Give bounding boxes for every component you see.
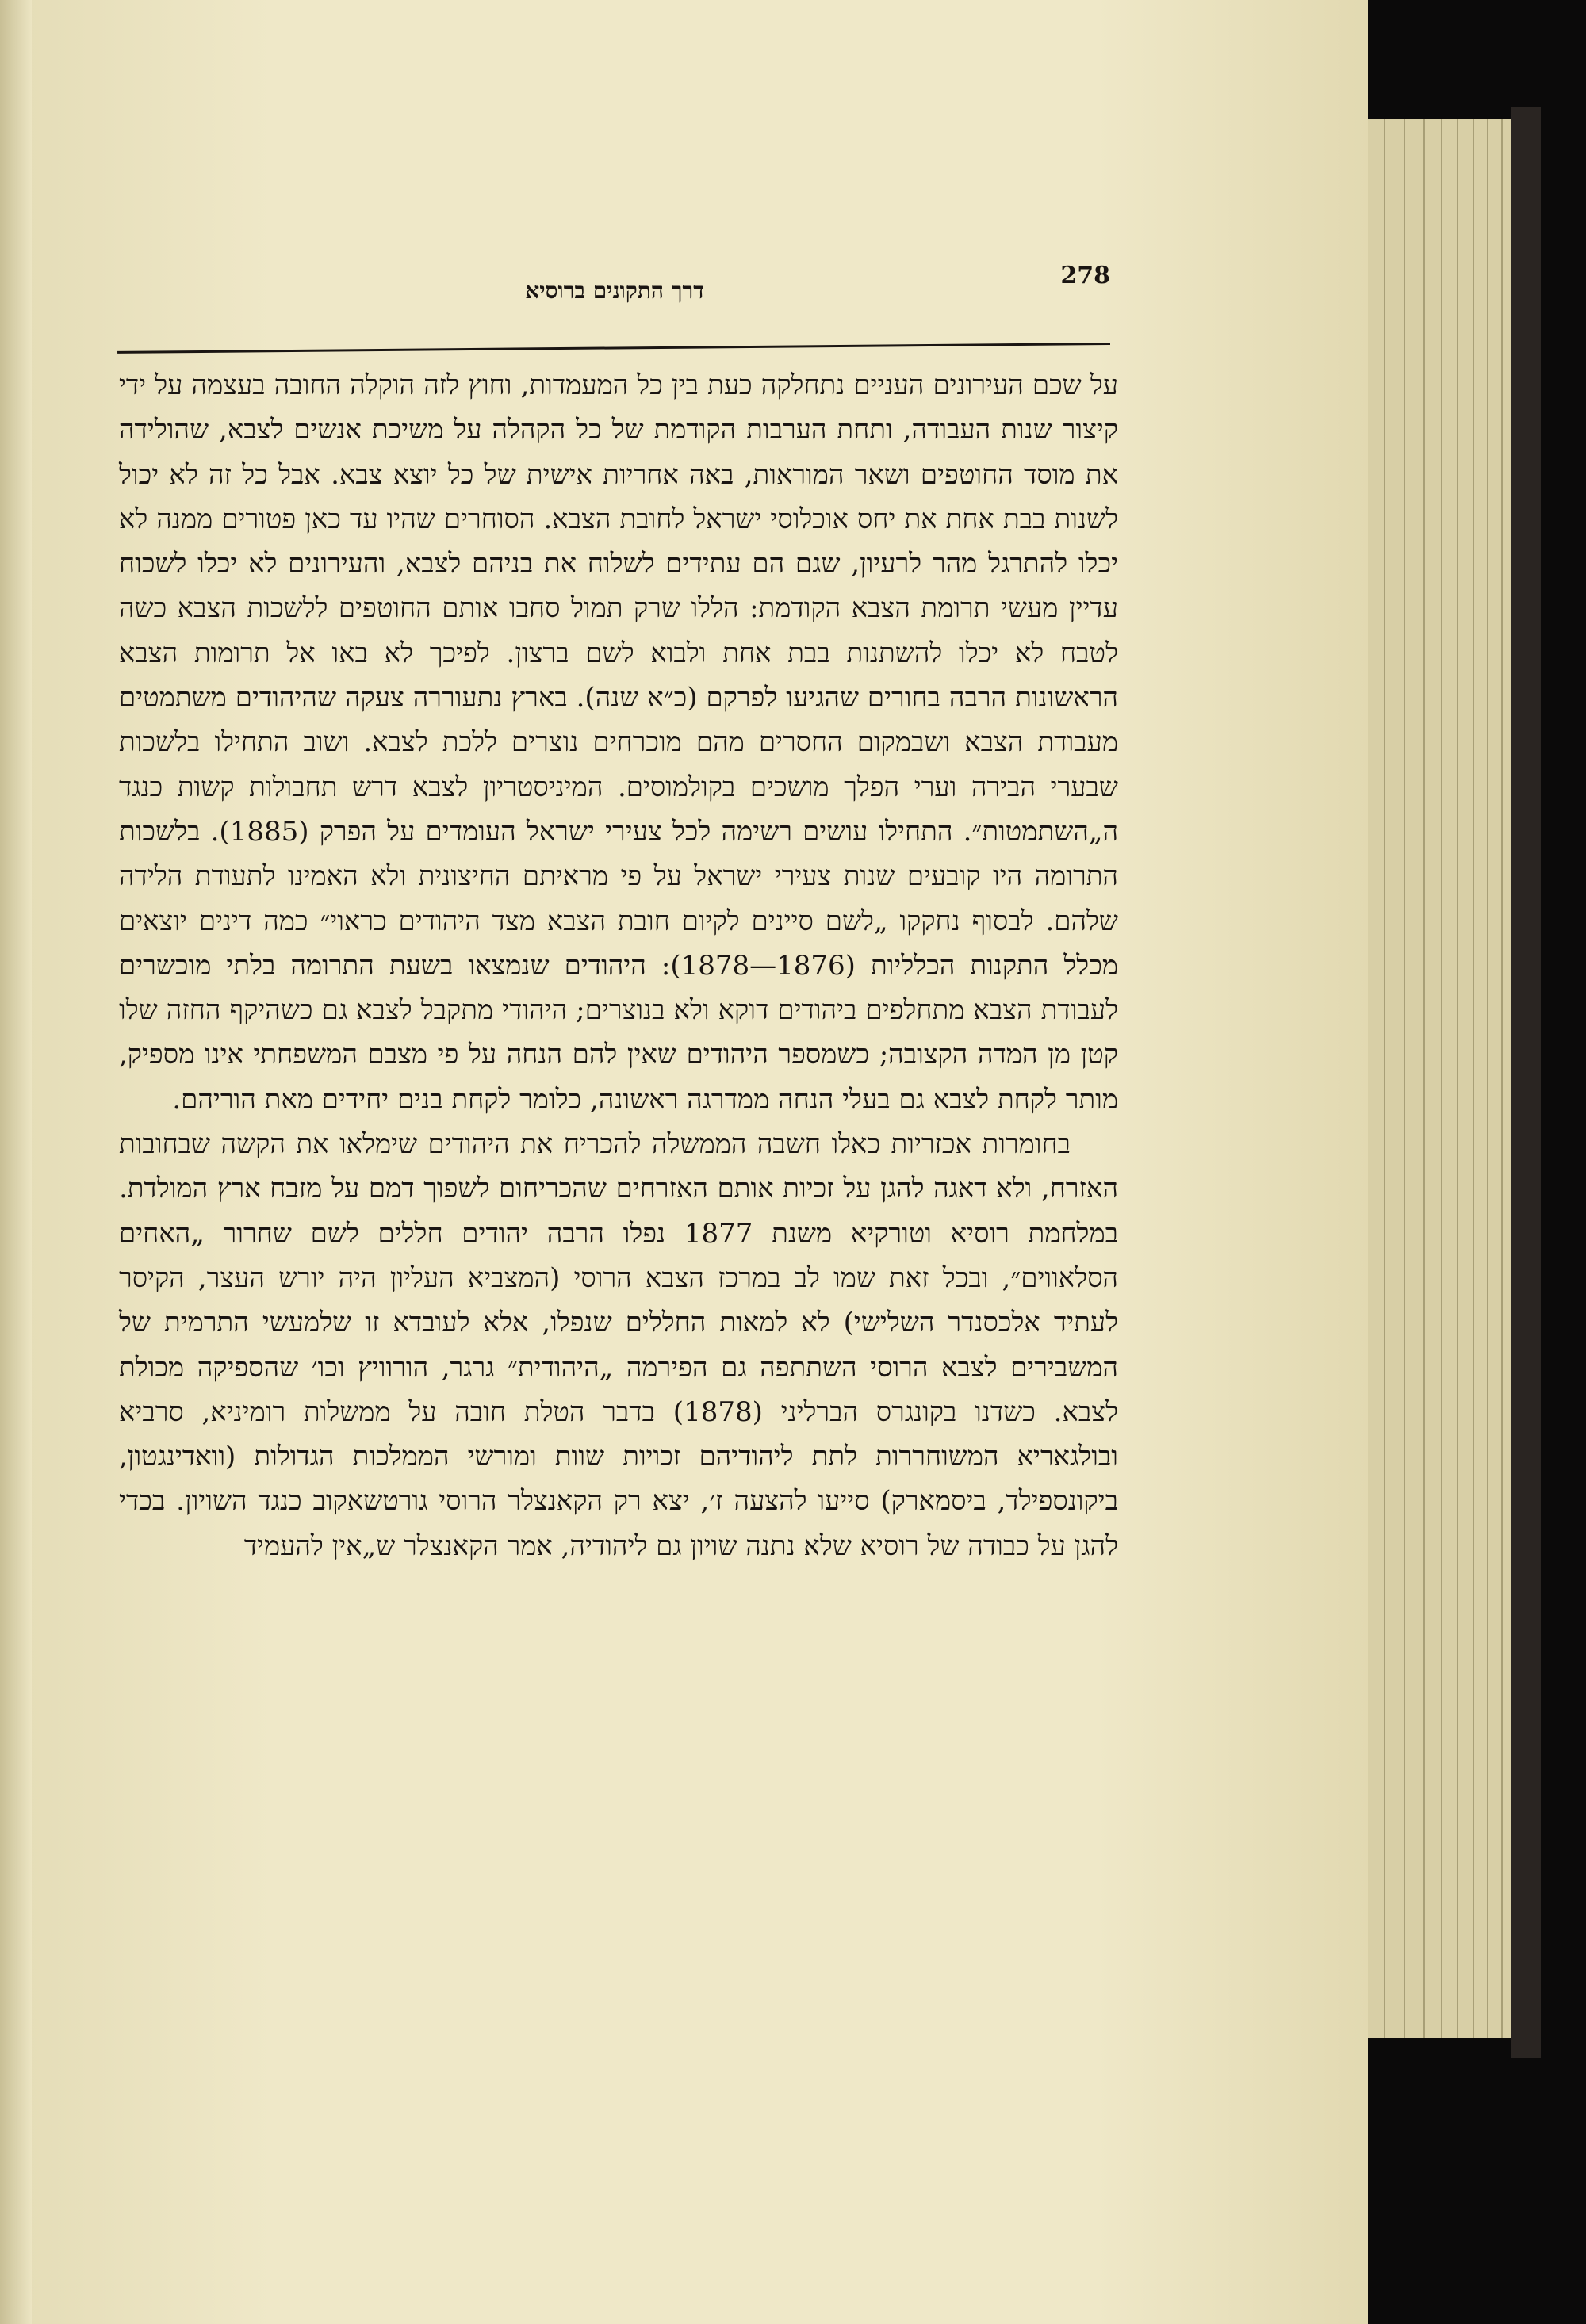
- page-edges: [1368, 119, 1534, 2038]
- page-gutter-shadow: [0, 0, 32, 2324]
- paragraph: על שכם העירונים העניים נתחלקה כעת בין כל המעמדות, וחוץ לזה הוקלה החובה בעצמה על ידי קיצור שנות העבודה, ותחת הערבות הקודמת של כל הקהלה על משיכת אנשים לצבא, שהולידה את מוסד החוטפים ושאר המוראות, באה אחריות אישית של כל יוצא צבא. אבל כל זה לא יכול לשנות בבת אחת את יחס אוכלוסי ישראל לחובת הצבא. הסוחרים שהיו עד כאן פטורים ממנה לא יכלו להתרגל מהר לרעיון, שגם הם עתידים לשלוח את בניהם לצבא, והעירונים לא יכלו לשכוח עדיין מעשי תרומת הצבא הקודמת: הללו שרק תמול סחבו אותם החוטפים ללשכות הצבא כשה לטבח לא יכלו להשתנות בבת אחת ולבוא לשם ברצון. לפיכך לא באו אל תרומות הצבא הראשונות הרבה בחורים שהגיעו לפרקם (כ״א שנה). בארץ נתעוררה צעקה שהיהודים משתמטים מעבודת הצבא ושבמקום החסרים מהם מוכרחים נוצרים ללכת לצבא. ושוב התחילו בלשכות שבערי הבירה וערי הפלך מושכים בקולמוסים. המיניסטריון לצבא דרש תחבולות קשות כנגד ה„השתמטות״. התחילו עושים רשימה לכל צעירי ישראל העומדים על הפרק (1885). בלשכות התרומה היו קובעים שנות צעירי ישראל על פי מראיתם החיצונית ולא האמינו לתעודת הלידה שלהם. לבסוף נחקקו „לשם סיינים לקיום חובת הצבא מצד היהודים כראוי״ כמה דינים יוצאים מכלל התקנות הכלליות (1876—1878): היהודים שנמצאו בשעת התרומה בלתי מוכשרים לעבודת הצבא מתחלפים ביהודים דוקא ולא בנוצרים; היהודי מתקבל לצבא גם כשהיקף החזה שלו קטן מן המדה הקצובה; כשמספר היהודים שאין להם הנחה על פי מצבם המשפחתי אינו מספיק, מותר לקחת לצבא גם בעלי הנחה ממדרגה ראשונה, כלומר לקחת בנים יחידים מאת הוריהם.: [119, 369, 1119, 1116]
- paragraph: בחומרות אכזריות כאלו חשבה הממשלה להכריח את היהודים שימלאו את הקשה שבחובות האזרח, ולא דאגה להגן על זכיות אותם האזרחים שהכריחום לשפוך דמם על מזבח ארץ המולדת. במלחמת רוסיא וטורקיא משנת 1877 נפלו הרבה יהודים חללים לשם שחרור „האחים הסלאווים״, ובכל זאת שמו לב במרכז הצבא הרוסי (המצביא העליון היה יורש העצר, הקיסר לעתיד אלכסנדר השלישי) לא למאות החללים שנפלו, אלא לעובדא זו שלמעשי התרמית של המשבירים לצבא הרוסי השתתפה גם הפירמה „היהודית״ גרגר, הורוויץ וכו׳ שהספיקה מכולת לצבא. כשדנו בקונגרס הברליני (1878) בדבר הטלת חובה על ממשלות רומיניא, סרביא ובולגאריא המשוחררות לתת ליהודיהם זכויות שוות ומורשי הממלכות הגדולות (וואדינגטון, ביקונספילד, ביסמארק) סייעו להצעה ז׳, יצא רק הקאנצלר הרוסי גורטשאקוב כנגד השויון. בכדי להגן על כבודה של רוסיא שלא נתנה שויון גם ליהודיה, אמר הקאנצלר ש„אין להעמיד: [119, 1128, 1118, 1562]
- body-text: [119, 363, 1118, 2282]
- book-cover-edge: [1511, 107, 1541, 2058]
- page-number: 278: [1060, 262, 1110, 289]
- page-header: [119, 262, 1110, 317]
- header-rule: [117, 343, 1110, 354]
- running-title: דרך התקונים ברוסיא: [525, 278, 704, 304]
